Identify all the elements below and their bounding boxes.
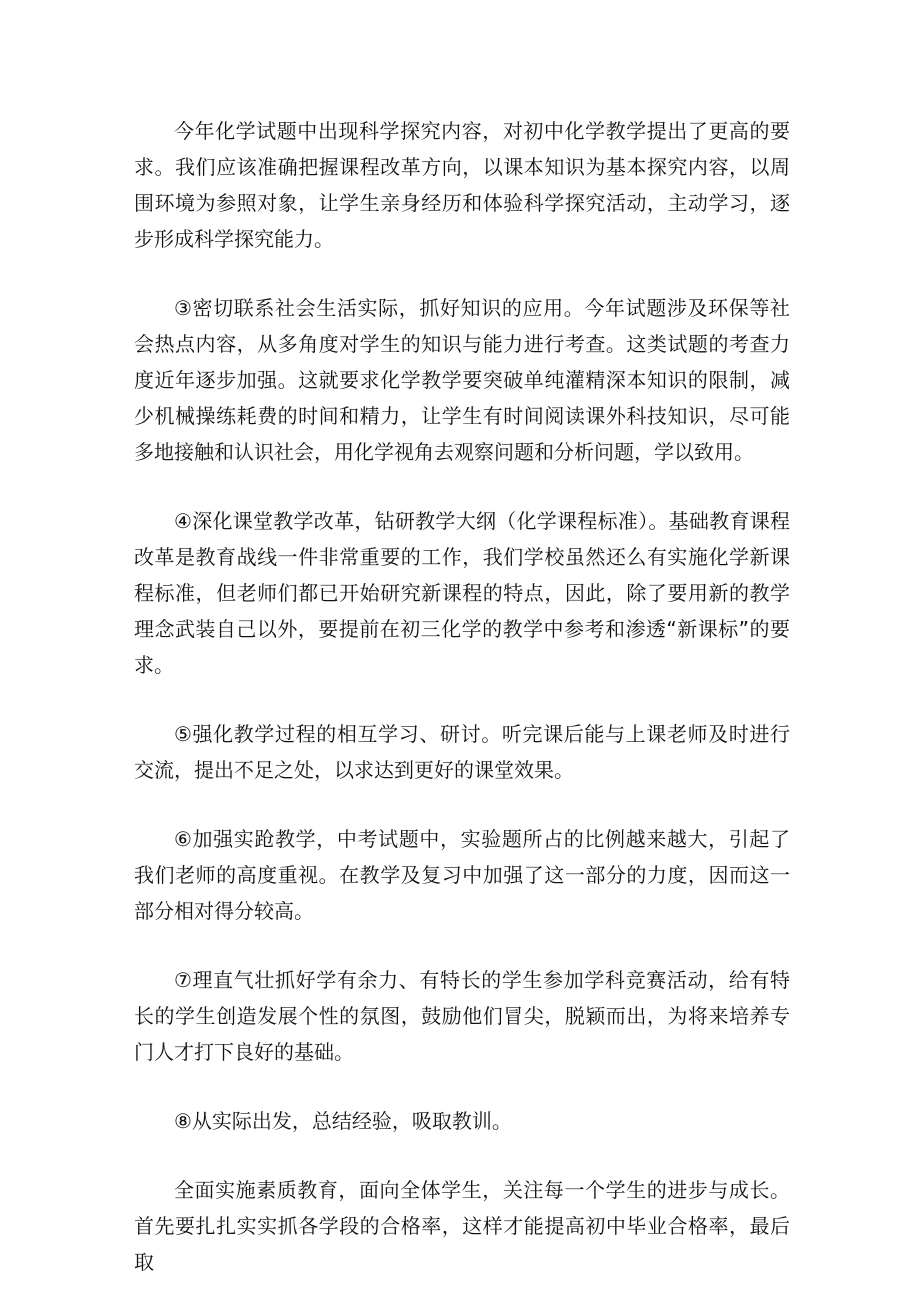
paragraph-item-4: ④深化课堂教学改革，钻研教学大纲（化学课程标准）。基础教育课程改革是教育战线一件非常重要的工作，我们学校虽然还么有实施化学新课程标准，但老师们都已开始研究新课程的特点，因此，除了要用新的教学理念武装自己以外，要提前在初三化学的教学中参考和渗透“新课标”的要求。 <box>134 509 790 677</box>
paragraph-item-5: ⑤强化教学过程的相互学习、研讨。听完课后能与上课老师及时进行交流，提出不足之处，以求达到更好的课堂效果。 <box>134 722 790 782</box>
document-body <box>134 113 790 1313</box>
paragraph-item-7: ⑦理直气壮抓好学有余力、有特长的学生参加学科竞赛活动，给有特长的学生创造发展个性的氛图，鼓励他们冒尖，脱颖而出，为将来培养专门人才打下良好的基础。 <box>134 968 790 1064</box>
paragraph-science-inquiry: 今年化学试题中出现科学探究内容，对初中化学教学提出了更高的要求。我们应该准确把握课程改革方向，以课本知识为基本探究内容，以周围环境为参照对象，让学生亲身经历和体验科学探究活动，主动学习，逐步形成科学探究能力。 <box>134 119 790 251</box>
paragraph-quality-education: 全面实施素质教育，面向全体学生，关注每一个学生的进步与成长。首先要扎扎实实抓各学段的合格率，这样才能提高初中毕业合格率，最后取 <box>134 1178 790 1274</box>
paragraph-item-8: ⑧从实际出发，总结经验，吸取教训。 <box>174 1109 512 1133</box>
paragraph-item-6: ⑥加强实跄教学，中考试题中，实验题所占的比例越来越大，引起了我们老师的高度重视。在教学及复习中加强了这一部分的力度，因而这一部分相对得分较高。 <box>134 827 790 923</box>
paragraph-item-3: ③密切联系社会生活实际，抓好知识的应用。今年试题涉及环保等社会热点内容，从多角度对学生的知识与能力进行考查。这类试题的考查力度近年逐步加强。这就要求化学教学要突破单纯灌精深本知识的限制，减少机械操练耗费的时间和精力，让学生有时间阅读课外科技知识，尽可能多地接触和认识社会，用化学视角去观察问题和分析问题，学以致用。 <box>134 296 790 464</box>
